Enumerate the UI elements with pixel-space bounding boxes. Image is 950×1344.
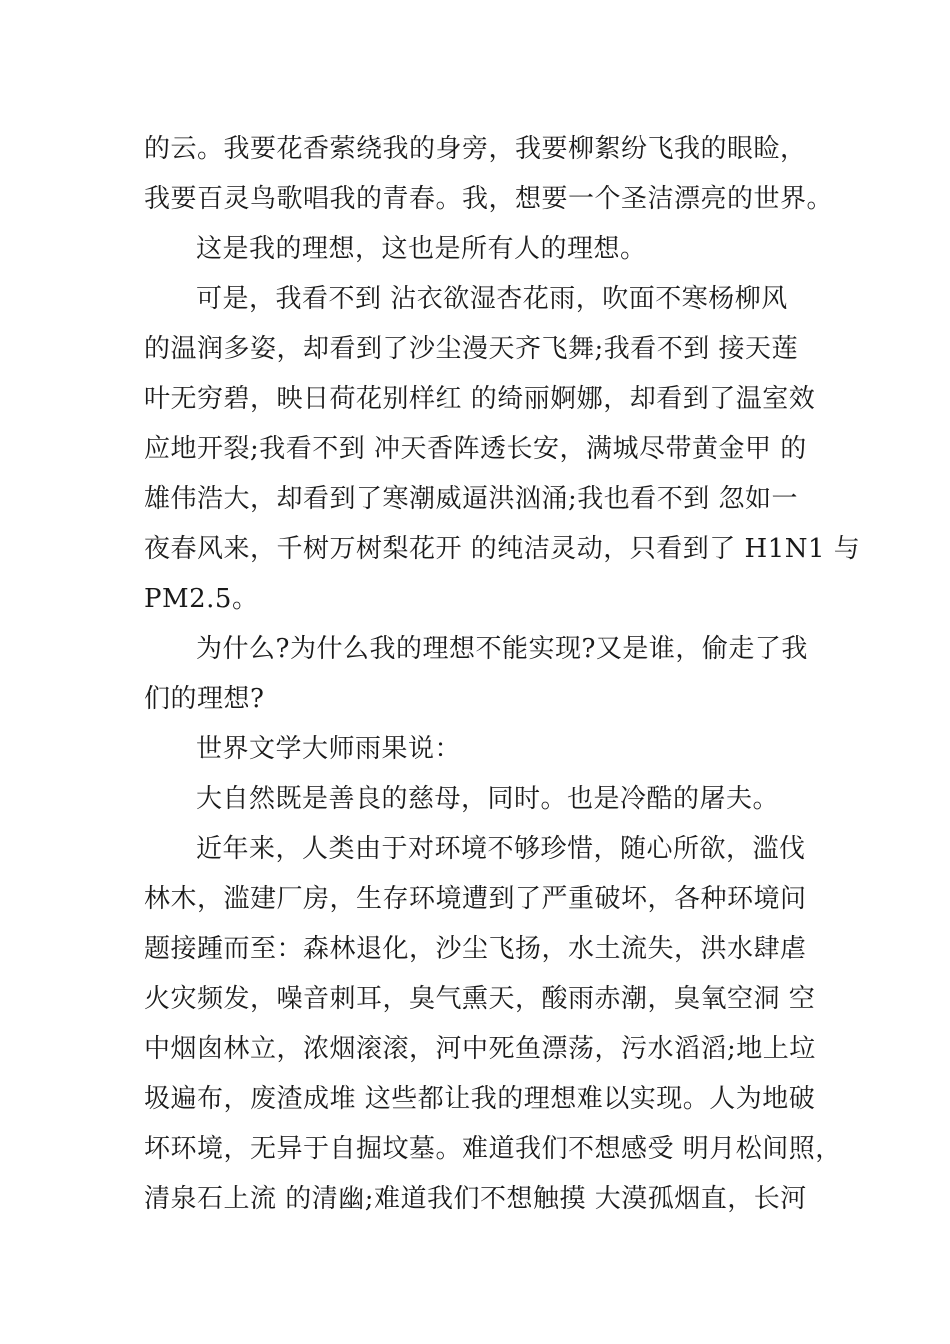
body-text [144, 124, 861, 1224]
text-line: 雄伟浩大，却看到了寒潮威逼洪汹涌;我也看不到 忽如一 [144, 484, 799, 514]
text-line: 为什么?为什么我的理想不能实现?又是谁，偷走了我 [196, 634, 808, 664]
text-line: 林木，滥建厂房，生存环境遭到了严重破坏，各种环境问 [144, 884, 807, 914]
text-line: 圾遍布，废渣成堆 这些都让我的理想难以实现。人为地破 [144, 1084, 816, 1114]
text-line: 火灾频发，噪音刺耳，臭气熏天，酸雨赤潮，臭氧空洞 空 [144, 984, 816, 1014]
text-line: 的云。我要花香萦绕我的身旁，我要柳絮纷飞我的眼睑， [144, 134, 807, 164]
text-line: 叶无穷碧，映日荷花别样红 的绮丽婀娜，却看到了温室效 [144, 384, 816, 414]
text-line: 们的理想? [144, 684, 265, 714]
text-line: 可是，我看不到 沾衣欲湿杏花雨，吹面不寒杨柳风 [196, 284, 788, 314]
text-line: 清泉石上流 的清幽;难道我们不想触摸 大漠孤烟直，长河 [144, 1184, 807, 1214]
text-line: 世界文学大师雨果说： [196, 734, 462, 764]
text-line: 坏环境，无异于自掘坟墓。难道我们不想感受 明月松间照， [144, 1134, 842, 1164]
text-line: 大自然既是善良的慈母，同时。也是冷酷的屠夫。 [196, 784, 780, 814]
text-line: 我要百灵鸟歌唱我的青春。我，想要一个圣洁漂亮的世界。 [144, 184, 834, 214]
text-line: 这是我的理想，这也是所有人的理想。 [196, 234, 647, 264]
text-line: PM2.5。 [144, 584, 259, 614]
text-line: 应地开裂;我看不到 冲天香阵透长安，满城尽带黄金甲 的 [144, 434, 807, 464]
text-line: 中烟囱林立，浓烟滚滚，河中死鱼漂荡，污水滔滔;地上垃 [144, 1034, 816, 1064]
text-line: 夜春风来，千树万树梨花开 的纯洁灵动，只看到了 H1N1 与 [144, 534, 861, 564]
text-line: 的温润多姿，却看到了沙尘漫天齐飞舞;我看不到 接天莲 [144, 334, 799, 364]
text-line: 题接踵而至：森林退化，沙尘飞扬，水土流失，洪水肆虐 [144, 934, 807, 964]
text-line: 近年来，人类由于对环境不够珍惜，随心所欲，滥伐 [196, 834, 806, 864]
